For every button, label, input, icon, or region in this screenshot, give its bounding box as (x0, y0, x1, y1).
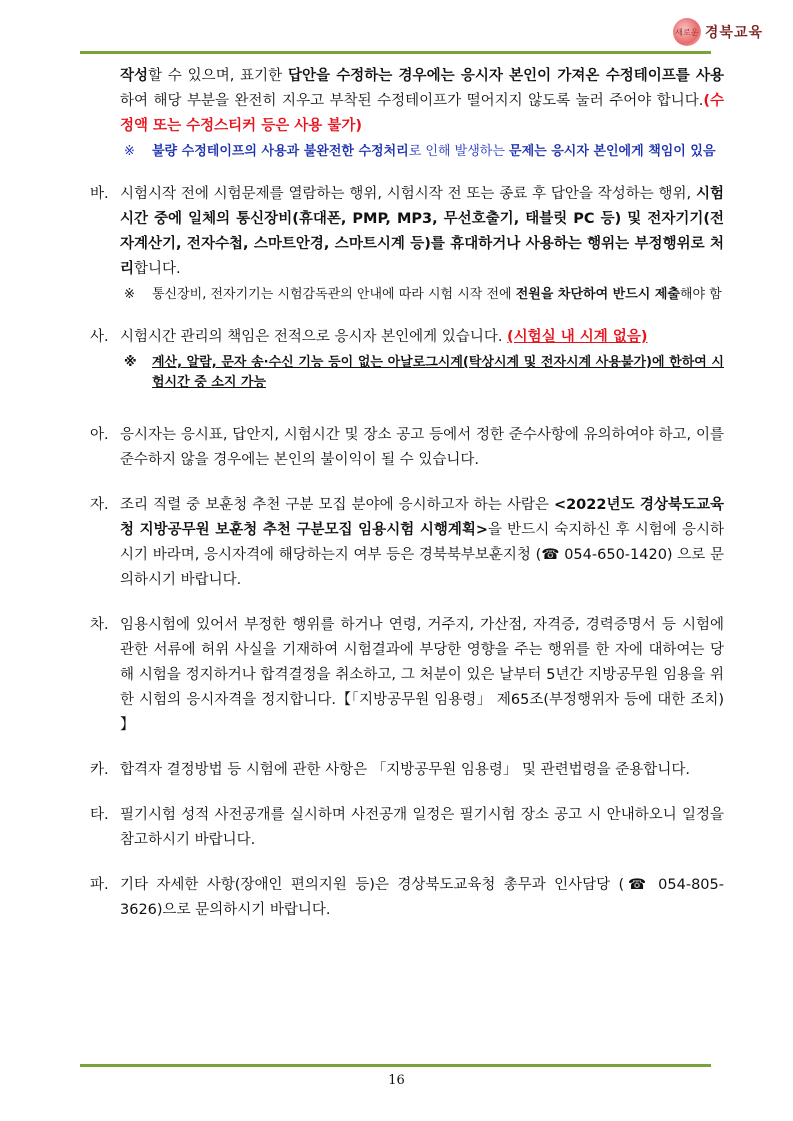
top-divider (80, 51, 711, 54)
text: 하여 해당 부분을 완전히 지우고 부착된 수정테이프가 떨어지지 않도록 눌러 주어야 합니다. (120, 93, 704, 109)
note-text-bold: 계산, 알람, 문자 송·수신 기능 등이 없는 아날로그시계(탁상시계 및 전자시계 사용불가)에 한하여 시험시간 중 소지 가능 (152, 355, 724, 390)
note-mark: ※ (124, 355, 137, 370)
item-label: 자. (90, 497, 109, 513)
paragraph-cha (90, 613, 724, 738)
note-devices (124, 285, 724, 305)
text-bold: 답안을 수정하는 경우에는 응시자 본인이 가져온 수정테이프를 사용 (287, 68, 725, 84)
note-mark: ※ (124, 144, 135, 159)
paragraph-pa (90, 873, 724, 923)
text: 조리 직렬 중 보훈청 추천 구분 모집 분야에 응시하고자 하는 사람은 (120, 497, 554, 513)
paragraph-ba (90, 182, 724, 305)
item-label: 바. (90, 186, 109, 202)
text-bold: 작성 (120, 68, 149, 84)
paragraph-sa (90, 325, 724, 393)
text: 합격자 결정방법 등 시험에 관한 사항은 「지방공무원 임용령」 및 관련법령을 준용합니다. (120, 762, 690, 778)
text: 합니다. (134, 261, 181, 277)
paragraph-ta (90, 803, 724, 853)
logo-text: 경북교육 (704, 25, 763, 41)
item-label: 카. (90, 762, 109, 778)
note-mark: ※ (124, 287, 135, 302)
note-text-bold: 불량 수정테이프의 사용과 불완전한 수정처리 (152, 144, 409, 159)
header-logo (673, 18, 763, 46)
item-label: 파. (90, 877, 109, 893)
note-text: 해야 함 (679, 287, 722, 302)
logo-emblem-icon: 새로운 (673, 18, 701, 46)
text: 응시자는 응시표, 답안지, 시험시간 및 장소 공고 등에서 정한 준수사항에 유의하여야 하고, 이를 준수하지 않을 경우에는 본인의 불이익이 될 수 있습니다. (120, 427, 724, 468)
item-label: 차. (90, 617, 109, 633)
text: 시험시간 관리의 책임은 전적으로 응시자 본인에게 있습니다. (120, 329, 508, 345)
document-body (90, 64, 724, 943)
paragraph-a (90, 423, 724, 473)
text: 임용시험에 있어서 부정한 행위를 하거나 연령, 거주지, 가산점, 자격증, 경력증명서 등 시험에 관한 서류에 허위 사실을 기재하여 시험결과에 부당한 영향을 주는 행위를 한 자에 대하여는 당해 시험을 정지하거나 합격결정을 취소하고, 그 처분이 있은 날부터 5년간 지방공무원 임용을 위한 시험의 응시자격을 정지합니다.【「지방공무원 임용령」 제65조(부정행위자 등에 대한 조치) 】 (120, 617, 724, 733)
paragraph-ja (90, 493, 724, 593)
text: 필기시험 성적 사전공개를 실시하며 사전공개 일정은 필기시험 장소 공고 시 안내하오니 일정을 참고하시기 바랍니다. (120, 807, 724, 848)
note-correction-tape (124, 142, 724, 162)
note-text-bold: 문제는 응시자 본인에게 책임이 있음 (509, 144, 716, 159)
note-watch (124, 353, 724, 393)
note-text: 로 인해 발생하는 (408, 144, 510, 159)
page-number: 16 (388, 1073, 405, 1088)
item-label: 사. (90, 329, 109, 345)
note-text: 통신장비, 전자기기는 시험감독관의 안내에 따라 시험 시작 전에 (152, 287, 516, 302)
text-red: (시험실 내 시계 없음) (507, 329, 648, 345)
text-bold: 시험시간 중에 일체의 통신장비(휴대폰, PMP, MP3, 무선호출기, 태블릿 PC 등) 및 전자기기(전자계산기, 전자수첩, 스마트안경, 스마트시계 등)를 휴대하거나 사용하는 행위는 부정행위로 처리 (120, 186, 724, 277)
text: 시험시작 전에 시험문제를 열람하는 행위, 시험시작 전 또는 종료 후 답안을 작성하는 행위, (120, 186, 696, 202)
text: 을 반드시 숙지하신 후 시험에 응시하시기 바라며, 응시자격에 해당하는지 여부 등은 경북북부보훈지청 (☎ 054-650-1420) 으로 문의하시기 바랍니다. (120, 522, 724, 588)
bottom-divider (80, 1064, 711, 1067)
item-label: 아. (90, 427, 109, 443)
text-red: (수정액 또는 수정스티커 등은 사용 불가) (120, 93, 724, 134)
text-bold: <2022년도 경상북도교육청 지방공무원 보훈청 추천 구분모집 임용시험 시행계획> (120, 497, 725, 538)
text: 기타 자세한 사항(장애인 편의지원 등)은 경상북도교육청 총무과 인사담당 (☎ 054-805-3626)으로 문의하시기 바랍니다. (120, 877, 724, 918)
text: 할 수 있으며, 표기한 (148, 68, 288, 84)
paragraph-ka (90, 758, 724, 783)
note-text-bold: 전원을 차단하여 반드시 제출 (515, 287, 680, 302)
paragraph-continued (90, 64, 724, 162)
item-label: 타. (90, 807, 109, 823)
